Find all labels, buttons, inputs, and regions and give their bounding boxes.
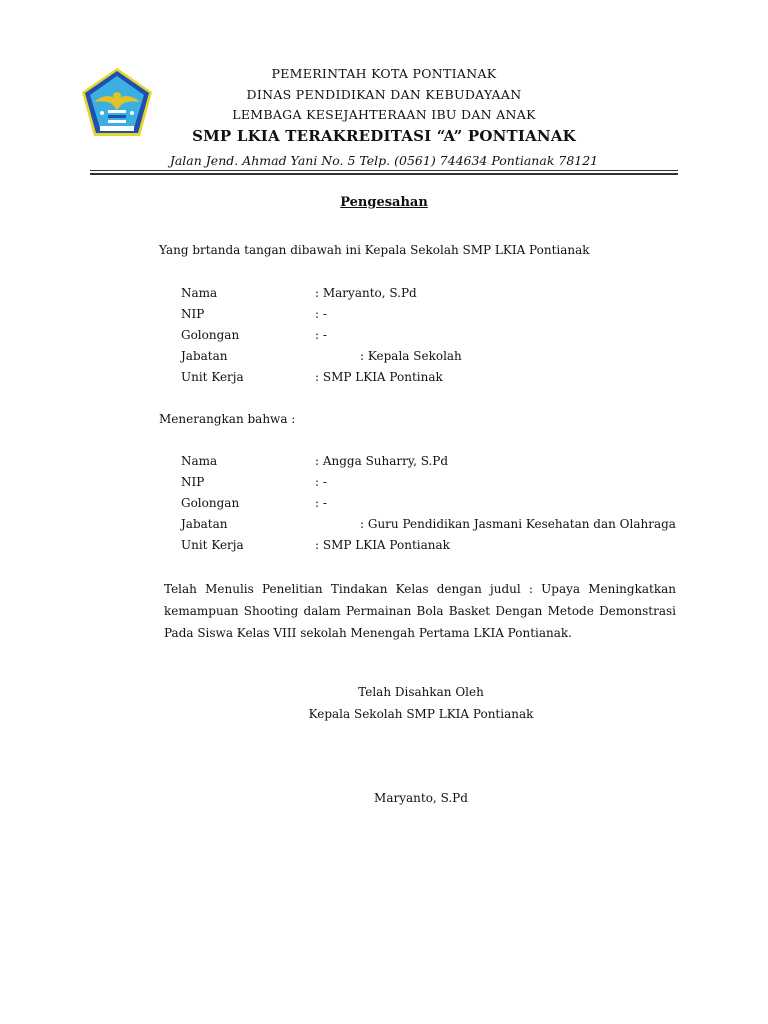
subject-nip-value: : - [315, 475, 327, 489]
letterhead-institution: LEMBAGA KESEJAHTERAAN IBU DAN ANAK [232, 107, 536, 122]
letterhead-address: Jalan Jend. Ahmad Yani No. 5 Telp. (0561) 744634 Pontianak 78121 [169, 153, 599, 168]
signer-name-value: : Maryanto, S.Pd [315, 286, 417, 300]
approval-line-2: Kepala Sekolah SMP LKIA Pontianak [308, 707, 534, 721]
subject-jabatan-label: Jabatan [181, 517, 228, 531]
letterhead-department: DINAS PENDIDIKAN DAN KEBUDAYAAN [246, 87, 522, 102]
approval-line-1: Telah Disahkan Oleh [358, 685, 484, 699]
subject-nip-label: NIP [181, 475, 205, 489]
letterhead-divider [90, 170, 678, 171]
signer-nip-label: NIP [181, 307, 205, 321]
signer-name-label: Nama [181, 286, 218, 300]
subject-jabatan-value: : Guru Pendidikan Jasmani Kesehatan dan Olahraga [360, 517, 676, 531]
signer-unit-value: : SMP LKIA Pontinak [315, 370, 443, 384]
subject-unit-label: Unit Kerja [181, 538, 244, 552]
states-text: Menerangkan bahwa : [159, 412, 296, 426]
subject-golongan-label: Golongan [181, 496, 240, 510]
signature-name: Maryanto, S.Pd [374, 791, 468, 805]
signer-jabatan-label: Jabatan [181, 349, 228, 363]
subject-name-value: : Angga Suharry, S.Pd [315, 454, 449, 468]
signer-nip-value: : - [315, 307, 327, 321]
subject-name-label: Nama [181, 454, 218, 468]
letterhead-government: PEMERINTAH KOTA PONTIANAK [271, 66, 497, 81]
letterhead-school-name: SMP LKIA TERAKREDITASI “A” PONTIANAK [192, 127, 576, 145]
signer-golongan-label: Golongan [181, 328, 240, 342]
body-paragraph: Telah Menulis Penelitian Tindakan Kelas dengan judul : Upaya Meningkatkan kemampuan Shooting dalam Permainan Bola Basket Dengan Metode Demonstrasi Pada Siswa Kelas VIII sekolah Menengah Pertama LKIA Pontianak. [164, 582, 676, 640]
signer-unit-label: Unit Kerja [181, 370, 244, 384]
subject-golongan-value: : - [315, 496, 327, 510]
signer-golongan-value: : - [315, 328, 327, 342]
document-title: Pengesahan [340, 195, 428, 210]
signer-jabatan-value: : Kepala Sekolah [360, 349, 462, 363]
intro-text: Yang brtanda tangan dibawah ini Kepala Sekolah SMP LKIA Pontianak [159, 243, 590, 257]
subject-unit-value: : SMP LKIA Pontianak [315, 538, 450, 552]
letterhead-divider-thick [90, 173, 678, 175]
